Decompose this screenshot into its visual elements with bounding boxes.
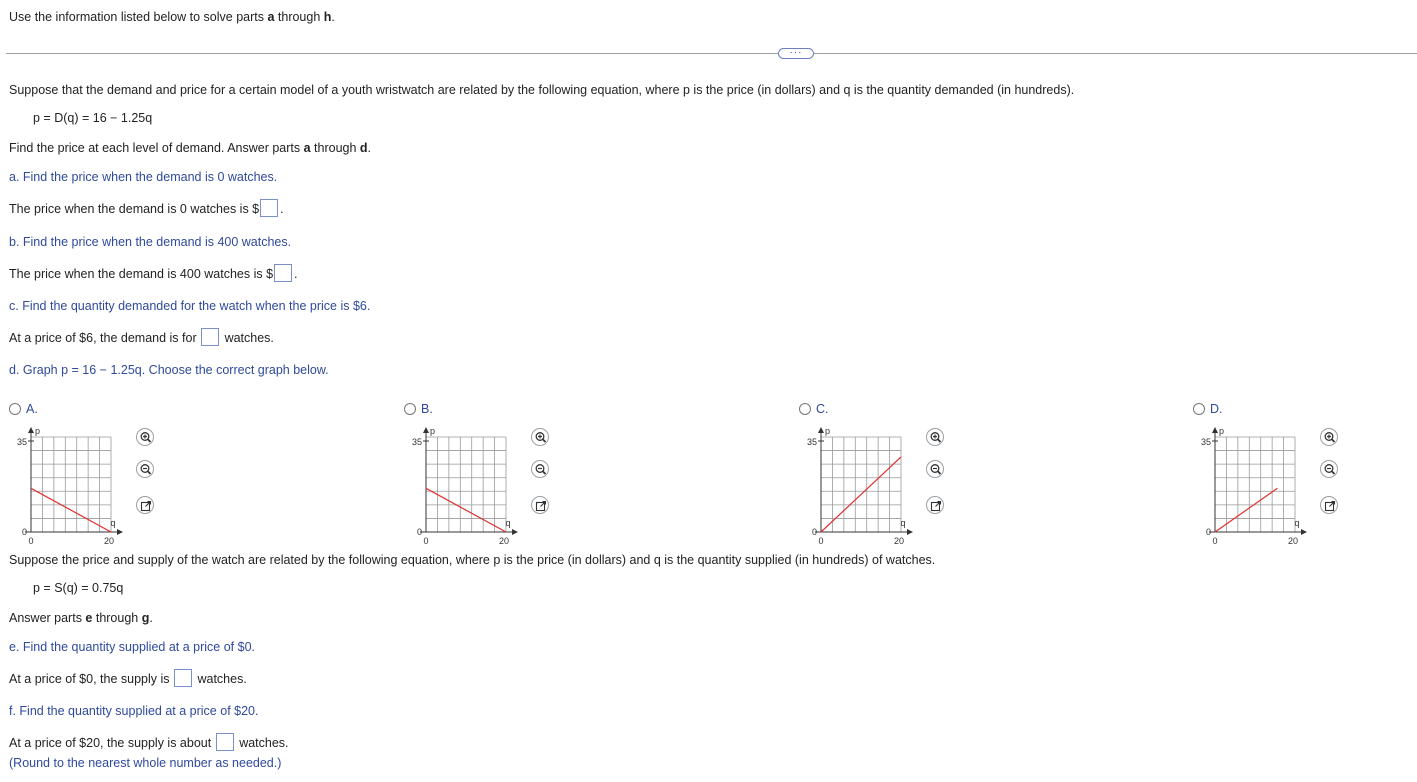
part-b-answer-period: . — [294, 267, 298, 281]
option-a-radio[interactable] — [9, 403, 21, 415]
option-b[interactable] — [404, 401, 433, 417]
p-axis-tick-label-0: 0 — [416, 527, 422, 537]
q-axis-tick-label-0: 0 — [818, 536, 824, 546]
q-axis-label: q — [505, 518, 511, 528]
zoom-out-icon — [927, 461, 945, 479]
part-f-note: (Round to the nearest whole number as needed.) — [9, 756, 282, 770]
p-axis-label: p — [1219, 426, 1225, 436]
demand-instr-period: . — [367, 141, 372, 155]
part-e-answer-input[interactable] — [174, 669, 192, 687]
demand-instr-a: a — [303, 141, 311, 155]
instructions-text: Use the information listed below to solve parts — [9, 10, 268, 24]
q-axis-label: q — [110, 518, 116, 528]
part-b-answer-text: The price when the demand is 400 watches is $ — [9, 267, 274, 281]
part-e-answer — [9, 671, 247, 687]
demand-intro: Suppose that the demand and price for a certain model of a youth wristwatch are related by the following equation, where p is the price (in dollars) and q is the quantity demanded (in hundreds). — [9, 83, 1075, 97]
option-a-zoom-out-button[interactable] — [136, 460, 154, 478]
supply-instr-g: g — [141, 611, 150, 625]
option-a-open-new-window-button[interactable] — [136, 496, 154, 514]
supply-instr-period: . — [149, 611, 153, 625]
p-axis-tick-label-0: 0 — [21, 527, 27, 537]
option-a-label: A. — [26, 402, 38, 416]
q-axis-tick-label-0: 0 — [28, 536, 34, 546]
part-f-answer-text: At a price of $20, the supply is about — [9, 736, 212, 750]
demand-instr-d: d — [359, 141, 368, 155]
part-f-answer-unit: watches. — [239, 736, 289, 750]
option-a-graph[interactable] — [3, 420, 128, 546]
option-a-zoom-in-button[interactable] — [136, 428, 154, 446]
part-c-answer-input[interactable] — [201, 328, 219, 346]
p-axis-arrow — [818, 427, 824, 433]
part-f-question: f. Find the quantity supplied at a price of $20. — [9, 704, 259, 718]
q-axis-arrow — [1301, 529, 1307, 535]
p-axis-tick-label-35: 35 — [1200, 437, 1211, 447]
p-axis-arrow — [423, 427, 429, 433]
open-new-window-icon — [532, 497, 550, 515]
part-c-answer-unit: watches. — [224, 331, 274, 345]
zoom-in-icon — [137, 429, 155, 447]
option-b-open-new-window-button[interactable] — [531, 496, 549, 514]
more-button[interactable]: ··· — [778, 48, 814, 59]
instructions-period: . — [331, 10, 335, 24]
p-axis-label: p — [35, 426, 41, 436]
open-new-window-icon — [137, 497, 155, 515]
option-c-zoom-in-button[interactable] — [926, 428, 944, 446]
q-axis-tick-label-20: 20 — [498, 536, 510, 546]
option-c-graph[interactable] — [793, 420, 918, 546]
option-d-label: D. — [1210, 402, 1223, 416]
part-d-question: d. Graph p = 16 − 1.25q. Choose the correct graph below. — [9, 363, 329, 377]
part-e-answer-text: At a price of $0, the supply is — [9, 672, 170, 686]
option-d[interactable] — [1193, 401, 1223, 417]
q-axis-tick-label-0: 0 — [1212, 536, 1218, 546]
zoom-out-icon — [532, 461, 550, 479]
p-axis-tick-label-35: 35 — [806, 437, 817, 447]
p-axis-tick-label-0: 0 — [811, 527, 817, 537]
instructions-through: through — [274, 10, 324, 24]
option-d-radio[interactable] — [1193, 403, 1205, 415]
option-c-zoom-out-button[interactable] — [926, 460, 944, 478]
demand-instr-through: through — [310, 141, 360, 155]
option-d-open-new-window-button[interactable] — [1320, 496, 1338, 514]
option-b-zoom-out-button[interactable] — [531, 460, 549, 478]
part-f-answer-input[interactable] — [216, 733, 234, 751]
part-a-answer-period: . — [280, 202, 284, 216]
q-axis-label: q — [900, 518, 906, 528]
graph-line — [31, 488, 111, 532]
option-d-zoom-out-button[interactable] — [1320, 460, 1338, 478]
supply-instr-e: e — [85, 611, 93, 625]
p-axis-arrow — [28, 427, 34, 433]
graph-line — [1215, 488, 1277, 532]
demand-instructions — [9, 140, 371, 156]
supply-instr-text: Answer parts — [9, 611, 86, 625]
p-axis-label: p — [430, 426, 436, 436]
p-axis-arrow — [1212, 427, 1218, 433]
part-a-answer-text: The price when the demand is 0 watches is $ — [9, 202, 260, 216]
part-a-answer-input[interactable] — [260, 199, 278, 217]
q-axis-tick-label-20: 20 — [893, 536, 905, 546]
q-axis-tick-label-0: 0 — [423, 536, 429, 546]
option-d-graph[interactable] — [1187, 420, 1312, 546]
section-divider — [6, 53, 1417, 54]
instructions — [9, 9, 335, 25]
p-axis-label: p — [825, 426, 831, 436]
part-f-answer — [9, 735, 289, 751]
part-b-answer — [9, 266, 298, 282]
q-axis-tick-label-20: 20 — [103, 536, 115, 546]
part-c-answer-text: At a price of $6, the demand is for — [9, 331, 197, 345]
option-c-radio[interactable] — [799, 403, 811, 415]
q-axis-tick-label-20: 20 — [1287, 536, 1299, 546]
supply-intro: Suppose the price and supply of the watch are related by the following equation, where p is the price (in dollars) and q is the quantity supplied (in hundreds) of watches. — [9, 553, 936, 567]
graph-line — [426, 488, 506, 532]
demand-equation: p = D(q) = 16 − 1.25q — [33, 111, 153, 125]
supply-equation: p = S(q) = 0.75q — [33, 581, 124, 595]
part-c-question: c. Find the quantity demanded for the watch when the price is $6. — [9, 299, 371, 313]
part-a-question: a. Find the price when the demand is 0 watches. — [9, 170, 278, 184]
q-axis-arrow — [512, 529, 518, 535]
open-new-window-icon — [927, 497, 945, 515]
option-a[interactable] — [9, 401, 38, 417]
option-c[interactable] — [799, 401, 829, 417]
part-c-answer — [9, 330, 274, 346]
option-b-zoom-in-button[interactable] — [531, 428, 549, 446]
part-b-question: b. Find the price when the demand is 400 watches. — [9, 235, 292, 249]
zoom-out-icon — [137, 461, 155, 479]
q-axis-label: q — [1294, 518, 1300, 528]
part-b-answer-input[interactable] — [274, 264, 292, 282]
part-e-question: e. Find the quantity supplied at a price of $0. — [9, 640, 255, 654]
open-new-window-icon — [1321, 497, 1339, 515]
p-axis-tick-label-35: 35 — [411, 437, 422, 447]
supply-instructions — [9, 610, 153, 626]
option-b-graph[interactable] — [398, 420, 523, 546]
q-axis-arrow — [117, 529, 123, 535]
part-e-answer-unit: watches. — [197, 672, 247, 686]
option-c-open-new-window-button[interactable] — [926, 496, 944, 514]
demand-instr-text: Find the price at each level of demand. Answer parts — [9, 141, 304, 155]
instructions-part-h: h — [323, 10, 332, 24]
p-axis-tick-label-35: 35 — [16, 437, 27, 447]
supply-instr-through: through — [92, 611, 142, 625]
option-b-label: B. — [421, 402, 433, 416]
p-axis-tick-label-0: 0 — [1205, 527, 1211, 537]
q-axis-arrow — [907, 529, 913, 535]
option-b-radio[interactable] — [404, 403, 416, 415]
zoom-out-icon — [1321, 461, 1339, 479]
instructions-part-a: a — [267, 10, 275, 24]
part-a-answer — [9, 201, 284, 217]
zoom-in-icon — [532, 429, 550, 447]
graph-line — [821, 457, 901, 532]
option-d-zoom-in-button[interactable] — [1320, 428, 1338, 446]
option-c-label: C. — [816, 402, 829, 416]
zoom-in-icon — [1321, 429, 1339, 447]
zoom-in-icon — [927, 429, 945, 447]
